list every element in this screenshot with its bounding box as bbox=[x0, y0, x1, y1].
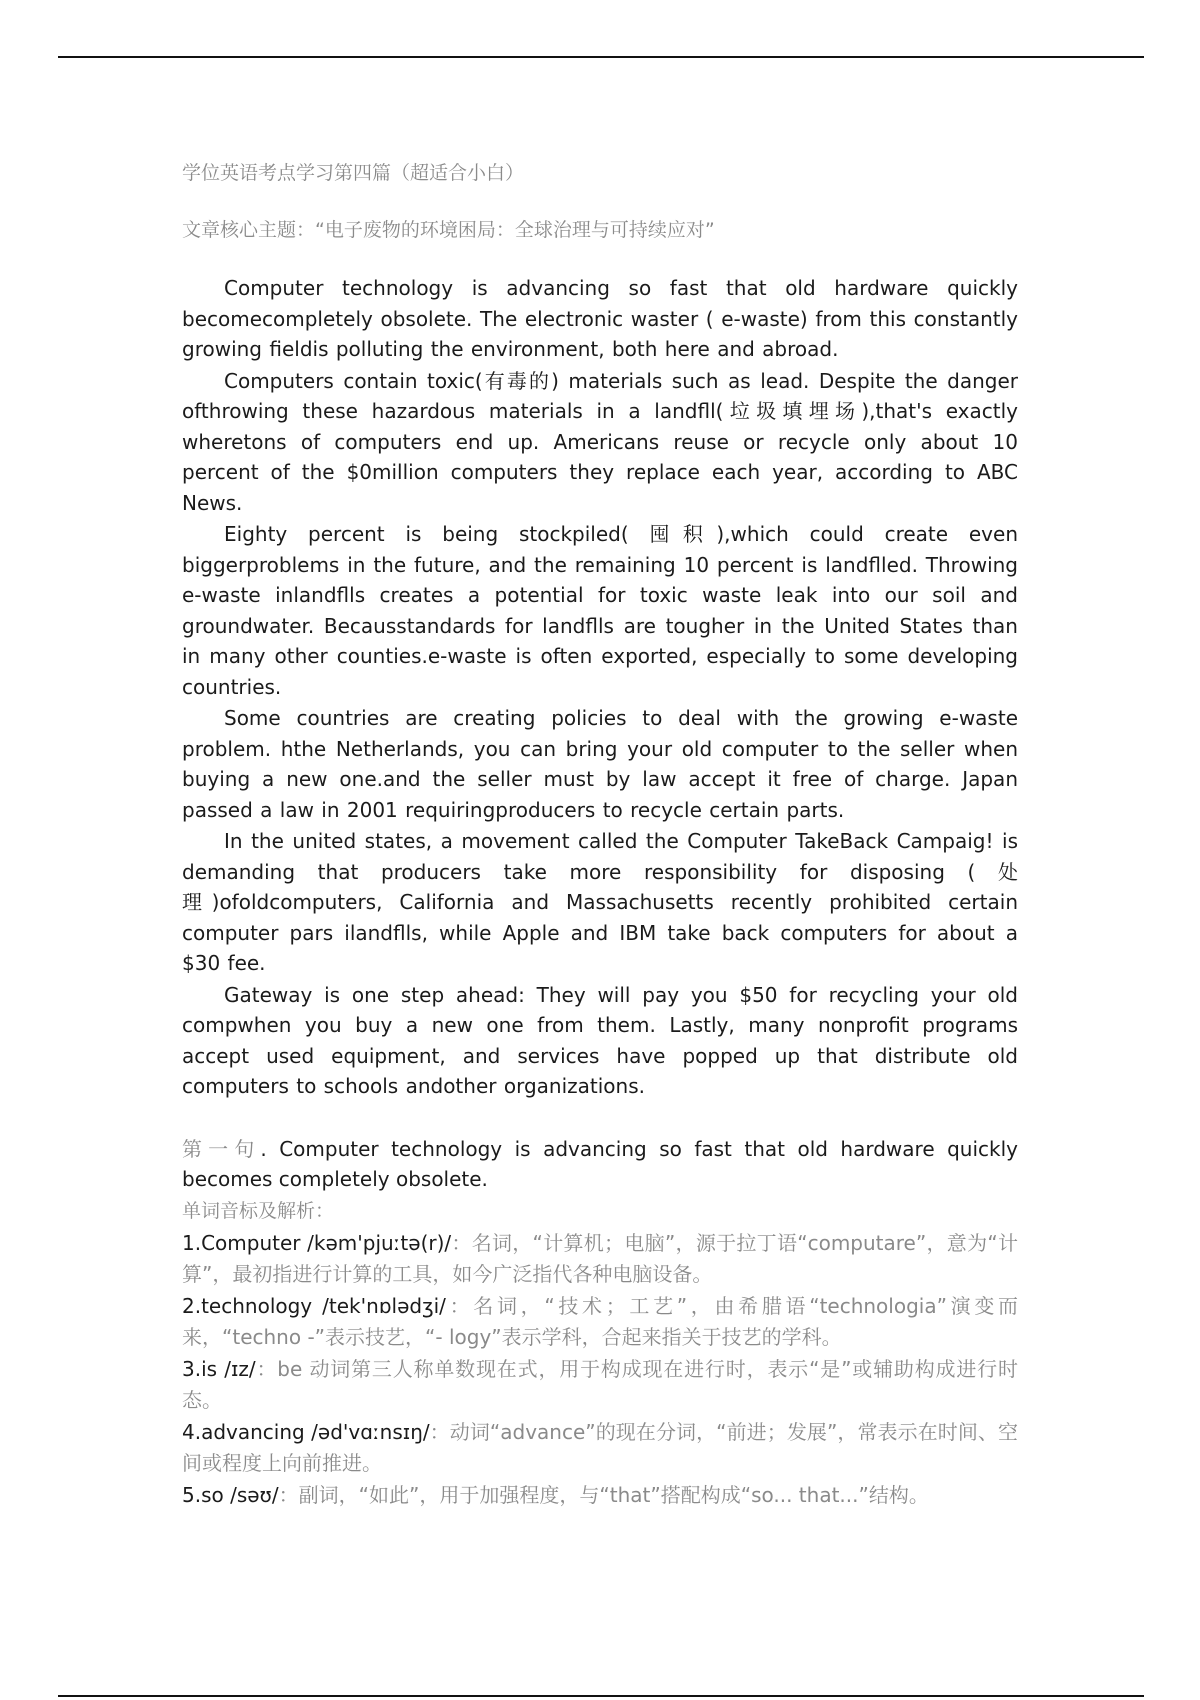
document-body bbox=[182, 158, 1018, 1512]
vocab-term: 5.so /səʊ/ bbox=[182, 1482, 279, 1507]
passage-paragraph-1: Computer technology is advancing so fast that old hardware quickly becomecompletely obsolete. The electronic waster ( e-waste) from this constantly growing fieldis polluting the environment, both here and abroad. bbox=[182, 276, 1018, 361]
first-sentence bbox=[182, 1134, 1018, 1194]
reading-passage bbox=[182, 273, 1018, 1102]
vocab-item bbox=[182, 1480, 1018, 1511]
vocab-term: 1.Computer /kəm'pjuːtə(r)/ bbox=[182, 1230, 452, 1255]
vocab-term: 4.advancing /əd'vɑːnsɪŋ/ bbox=[182, 1419, 430, 1444]
vocab-desc: ：名词，“技术；工艺”，由希腊语“technologia”演变而来，“techno -”表示技艺，“- logy”表示学科，合起来指关于技艺的学科。 bbox=[182, 1293, 1018, 1349]
sentence-analysis bbox=[182, 1134, 1018, 1511]
vocab-desc: ：名词，“计算机；电脑”，源于拉丁语“computare”，意为“计算”，最初指进行计算的工具，如今广泛指代各种电脑设备。 bbox=[182, 1230, 1018, 1286]
passage-paragraph-3: Eighty percent is being stockpiled( 囤积),which could create even biggerproblems in the future, and the remaining 10 percent is landflled. Throwing e-waste inlandflls creates a potential for toxic waste leak into our soil and groundwater. Becausstandards for landflls are tougher in the United States than in many other counties.e-waste is often exported, especially to some developing countries. bbox=[182, 522, 1018, 699]
vocab-item bbox=[182, 1291, 1018, 1353]
vocab-list bbox=[182, 1228, 1018, 1511]
passage-paragraph-6: Gateway is one step ahead: They will pay you $50 for recycling your old compwhen you buy a new one from them. Lastly, many nonprofit programs accept used equipment, and services have popped up that distribute old computers to schools andother organizations. bbox=[182, 982, 1018, 1098]
core-theme bbox=[182, 215, 1018, 245]
passage-paragraph-2: Computers contain toxic(有毒的) materials such as lead. Despite the danger ofthrowing these hazardous materials in a landfll(垃圾填埋场),that's exactly wheretons of computers end up. Americans reuse or recycle only about 10 percent of the $0million computers they replace each year, according to ABC News. bbox=[182, 368, 1018, 515]
document-title: 学位英语考点学习第四篇（超适合小白） bbox=[182, 162, 525, 184]
bottom-rule bbox=[58, 1695, 1144, 1697]
vocab-desc: ：副词，“如此”，用于加强程度，与“that”搭配构成“so... that...”结构。 bbox=[278, 1482, 929, 1507]
sentence-label: 第一句 bbox=[182, 1136, 261, 1161]
vocab-term: 2.technology /tek'nɒlədʒi/ bbox=[182, 1293, 446, 1318]
vocab-item bbox=[182, 1228, 1018, 1290]
passage-paragraph-4: Some countries are creating policies to deal with the growing e-waste problem. hthe Netherlands, you can bring your old computer to the seller when buying a new one.and the seller must by law accept it free of charge. Japan passed a law in 2001 requiringproducers to recycle certain parts. bbox=[182, 706, 1018, 822]
core-theme-text: “电子废物的环境困局：全球治理与可持续应对” bbox=[315, 219, 715, 241]
vocab-item bbox=[182, 1417, 1018, 1479]
vocab-item bbox=[182, 1354, 1018, 1416]
sentence-text: . Computer technology is advancing so fast that old hardware quickly becomes completely obsolete. bbox=[182, 1136, 1018, 1191]
top-rule bbox=[58, 56, 1144, 58]
core-theme-label: 文章核心主题： bbox=[182, 219, 316, 241]
vocab-term: 3.is /ɪz/ bbox=[182, 1356, 256, 1381]
vocab-desc: ：be 动词第三人称单数现在式，用于构成现在进行时，表示“是”或辅助构成进行时态。 bbox=[182, 1356, 1018, 1412]
passage-paragraph-5: In the united states, a movement called the Computer TakeBack Campaig! is demanding that producers take more responsibility for disposing ( 处理)ofoldcomputers, California and Massachusetts recently prohibited certain computer pars ilandflls, while Apple and IBM take back computers for about a $30 fee. bbox=[182, 829, 1018, 975]
vocab-heading: 单词音标及解析： bbox=[182, 1199, 335, 1222]
vocab-desc: ：动词“advance”的现在分词，“前进；发展”，常表示在时间、空间或程度上向前推进。 bbox=[182, 1419, 1018, 1475]
